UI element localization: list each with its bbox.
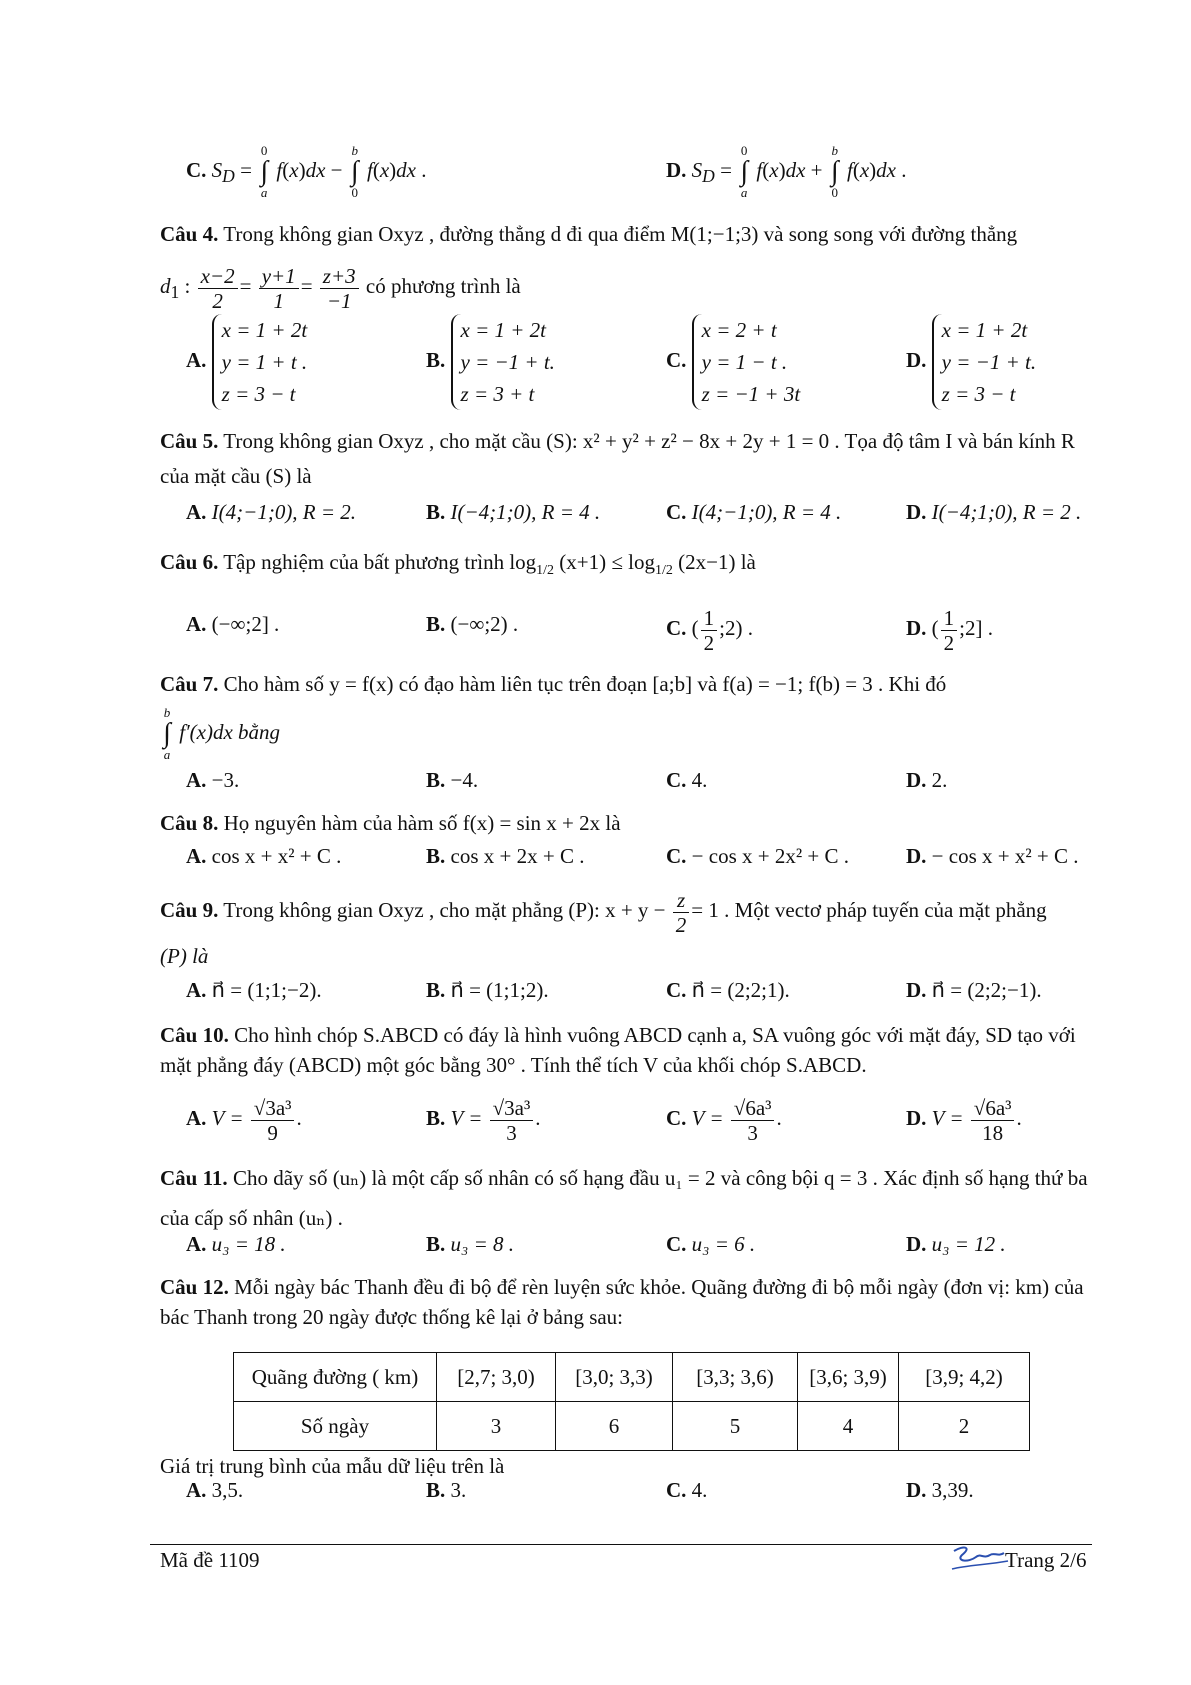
q11-option-d: D. u₃ = 12 . <box>906 1232 1006 1256</box>
q9-option-d: D. n⃗ = (2;2;−1). <box>906 978 1042 1002</box>
q6-option-c: C. ( $\frac{1}{2}$ ;2) . <box>666 605 753 655</box>
q6-option-b: B. (−∞;2) . <box>426 612 519 636</box>
q9-option-c: C. n⃗ = (2;2;1). <box>666 978 790 1002</box>
q9-option-b: B. n⃗ = (1;1;2). <box>426 978 549 1002</box>
q10-option-c: C. V = $\frac{\text{√6a³}}{3}$ . <box>666 1095 782 1145</box>
q5-option-c: C. I(4;−1;0), R = 4 . <box>666 500 842 524</box>
q9-line2: (P) là <box>160 944 209 968</box>
q5-stem: Câu 5. Trong không gian Oxyz , cho mặt cầu (S): x² + y² + z² − 8x + 2y + 1 = 0 . Tọa độ tâm I và bán kính R của mặt cầu (S) là <box>160 429 1075 488</box>
q11-option-a: A. u₃ = 18 . <box>186 1232 286 1256</box>
q6-option-d: D. ( $\frac{1}{2}$ ;2] . <box>906 605 993 655</box>
q11-option-c: C. u₃ = 6 . <box>666 1232 756 1256</box>
q6-option-a: A. (−∞;2] . <box>186 612 280 636</box>
q4-stem <box>160 218 1095 250</box>
q5-option-a: A. I(4;−1;0), R = 2. <box>186 500 357 524</box>
q12-table <box>233 1352 1030 1451</box>
q8-option-c: C. − cos x + 2x² + C . <box>666 844 849 868</box>
q4-option-d: D. x = 1 + 2t y = −1 + t. z = 3 − t <box>906 314 1036 410</box>
q7-stem: Câu 7. Cho hàm số y = f(x) có đạo hàm liên tục trên đoạn [a;b] và f(a) = −1; f(b) = 3 . Khi đó <box>160 672 947 696</box>
q4-line2: $d_1$ : $\frac{x-2}{2}$ = $\frac{y+1}{1}$ = $\frac{z+3}{-1}$ có phương trình là <box>160 263 521 313</box>
q4-text: Trong không gian Oxyz , đường thẳng d đi qua điểm M(1;−1;3) và song song với đường thẳng <box>218 222 1018 246</box>
table-row: Số ngày 3 6 5 4 2 <box>234 1402 1030 1451</box>
q12-stem: Câu 12. Mỗi ngày bác Thanh đều đi bộ để rèn luyện sức khỏe. Quãng đường đi bộ mỗi ngày (đơn vị: km) của bác Thanh trong 20 ngày được thống kê lại ở bảng sau: <box>160 1275 1084 1329</box>
q4-option-b: B. x = 1 + 2t y = −1 + t. z = 3 + t <box>426 314 555 410</box>
q10-option-a: A. V = $\frac{\text{√3a³}}{9}$ . <box>186 1095 302 1145</box>
q12-option-d: D. 3,39. <box>906 1478 974 1502</box>
q7-option-d: D. 2. <box>906 768 948 792</box>
signature-icon <box>950 1543 1010 1577</box>
q11-stem: Câu 11. Cho dãy số (uₙ) là một cấp số nhân có số hạng đầu u₁ = 2 và công bội q = 3 . Xác định số hạng thứ ba của cấp số nhân (uₙ) . <box>160 1166 1088 1230</box>
q11-option-b: B. u₃ = 8 . <box>426 1232 514 1256</box>
q8-option-d: D. − cos x + x² + C . <box>906 844 1079 868</box>
q12-option-b: B. 3. <box>426 1478 467 1502</box>
table-row: Quãng đường ( km) [2,7; 3,0) [3,0; 3,3) [3,3; 3,6) [3,6; 3,9) [3,9; 4,2) <box>234 1353 1030 1402</box>
q7-option-a: A. −3. <box>186 768 240 792</box>
q12-after: Giá trị trung bình của mẫu dữ liệu trên là <box>160 1454 505 1478</box>
q3-option-c-label: C. <box>186 158 207 182</box>
q9-option-a: A. n⃗ = (1;1;−2). <box>186 978 322 1002</box>
q12-option-a: A. 3,5. <box>186 1478 244 1502</box>
footer-exam-code: Mã đề 1109 <box>160 1548 260 1572</box>
q9-stem: Câu 9. Trong không gian Oxyz , cho mặt phẳng (P): x + y − $\frac{z}{2}$ = 1 . Một vectơ pháp tuyến của mặt phẳng <box>160 887 1047 937</box>
footer-page-number: Trang 2/6 <box>1005 1548 1087 1572</box>
q7-option-b: B. −4. <box>426 768 479 792</box>
q3-option-d: D. $S_D = 0$ ∫ a f(x)dx + b ∫ 0 f(x)dx . <box>666 143 907 201</box>
q10-option-d: D. V = $\frac{\text{√6a³}}{18}$ . <box>906 1095 1022 1145</box>
q8-option-a: A. cos x + x² + C . <box>186 844 342 868</box>
q10-stem: Câu 10. Cho hình chóp S.ABCD có đáy là hình vuông ABCD cạnh a, SA vuông góc với mặt đáy, SD tạo với mặt phẳng đáy (ABCD) một góc bằng 30° . Tính thể tích V của khối chóp S.ABCD. <box>160 1023 1076 1077</box>
q4-label: Câu 4. <box>160 222 219 246</box>
q8-option-b: B. cos x + 2x + C . <box>426 844 585 868</box>
q5-option-d: D. I(−4;1;0), R = 2 . <box>906 500 1082 524</box>
q7-option-c: C. 4. <box>666 768 708 792</box>
q4-option-c: C. x = 2 + t y = 1 − t . z = −1 + 3t <box>666 314 800 410</box>
q5-option-b: B. I(−4;1;0), R = 4 . <box>426 500 601 524</box>
q12-option-c: C. 4. <box>666 1478 708 1502</box>
q6-stem: Câu 6. Tập nghiệm của bất phương trình $\log_{1/2} (x+1) \le \log_{1/2} (2x-1)$ là <box>160 550 756 579</box>
q8-stem: Câu 8. Họ nguyên hàm của hàm số f(x) = sin x + 2x là <box>160 811 621 835</box>
q7-line2: b ∫ a f′(x)dx bằng <box>163 705 281 763</box>
q3-option-c: C. $S_D = 0$ ∫ a f(x)dx − b ∫ 0 f(x)dx . <box>186 143 427 201</box>
q4-option-a: A. x = 1 + 2t y = 1 + t . z = 3 − t <box>186 314 307 410</box>
q10-option-b: B. V = $\frac{\text{√3a³}}{3}$ . <box>426 1095 541 1145</box>
q3-option-d-label: D. <box>666 158 687 182</box>
